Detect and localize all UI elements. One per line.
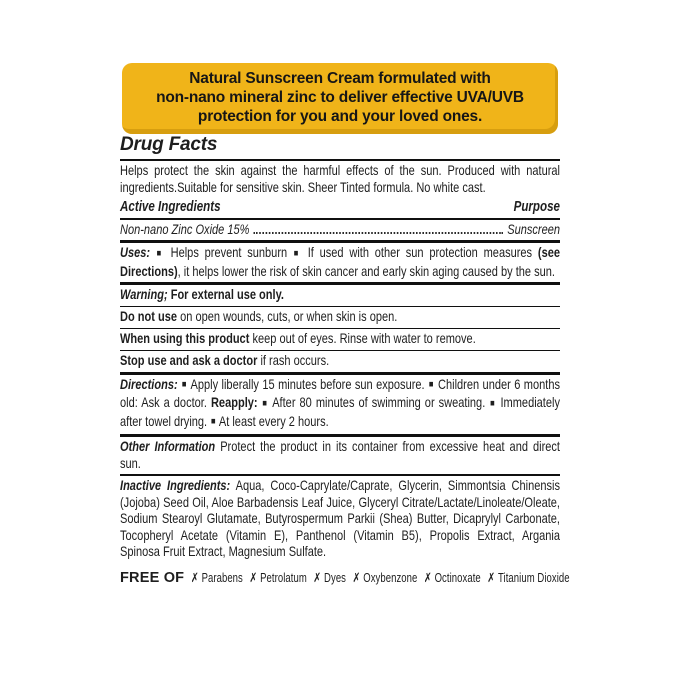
drug-facts-panel [120,132,560,561]
free-of-item: Parabens [201,569,243,585]
free-of-row [120,569,570,586]
directions-item-2: Children under 6 months old: Ask a doctor. [120,376,560,410]
directions-item-5: At least every 2 hours. [218,413,329,429]
active-ingredient-row [120,222,560,239]
banner-line-3: protection for you and your loved ones. [197,108,483,125]
bullet-icon: ■ [181,379,187,390]
directions-section [120,377,560,433]
free-of-item: Titanium Dioxide [498,569,570,585]
product-claim-banner [122,63,558,134]
ingredient-purpose: Sunscreen [507,221,560,237]
x-mark-icon: ✗ [352,569,361,585]
directions-label: Directions: [120,376,178,392]
uses-section [120,245,560,280]
x-mark-icon: ✗ [249,569,258,585]
bullet-icon: ■ [428,379,434,390]
bullet-icon: ■ [490,397,496,409]
drug-facts-sheet [120,132,570,586]
directions-item-3: After 80 minutes of swimming or sweating. [272,395,486,410]
ingredient-name: Non-nano Zinc Oxide 15% [120,221,250,237]
bullet-icon: ■ [211,416,216,427]
x-mark-icon: ✗ [423,569,432,585]
free-of-item: Petrolatum [260,569,307,585]
warning-text: For external use only. [170,287,284,302]
free-of-item: Oxybenzone [363,569,418,585]
when-using-text: keep out of eyes. Rinse with water to remove. [252,331,476,346]
divider-other-info [120,474,560,476]
divider-thick-3 [120,372,560,375]
divider-thin-1 [120,306,560,308]
uses-item-2-post: , it helps lower the risk of skin cancer and early skin aging caused by the sun. [177,263,555,279]
x-mark-icon: ✗ [313,569,322,585]
other-information-section [120,439,560,472]
when-using-row [120,331,560,348]
reapply-label: Reapply: [210,395,258,410]
bullet-icon: ■ [293,247,302,259]
uses-item-2-pre: If used with other sun protection measures [307,245,533,260]
inactive-ingredients-section [120,478,560,561]
uses-label: Uses: [120,245,151,260]
bullet-icon: ■ [156,247,164,259]
warning-row [120,287,560,304]
banner-line-1: Natural Sunscreen Cream formulated with [189,70,491,87]
free-of-item: Dyes [324,569,347,585]
x-mark-icon: ✗ [487,569,496,585]
purpose-label: Purpose [513,199,560,215]
stop-use-label: Stop use and ask a doctor [120,353,258,368]
divider-thick-1 [120,240,560,243]
drug-facts-title: Drug Facts [120,134,218,155]
banner-line-2: non-nano mineral zinc to deliver effective UVA/UVB [156,89,524,106]
divider-thin-2 [120,328,560,330]
free-of-label: FREE OF [120,569,185,586]
do-not-use-label: Do not use [120,309,178,324]
product-description [120,163,560,196]
see-directions-ref: (see Directions) [120,245,560,279]
directions-item-4: Immediately after towel drying. [120,395,560,429]
bullet-icon: ■ [262,397,268,409]
x-mark-icon: ✗ [190,569,199,585]
divider-thick-4 [120,434,560,437]
dot-leader [253,231,503,234]
divider-thick-2 [120,282,560,285]
stop-use-text: if rash occurs. [260,353,330,368]
when-using-label: When using this product [120,331,250,346]
description-text: Helps protect the skin against the harmful effects of the sun. Produced with natural ingredients.Suitable for sensitive skin. Sheer Tinted formula. No white cast. [120,163,560,195]
other-information-label: Other Information [120,439,216,454]
do-not-use-text: on open wounds, cuts, or when skin is open. [180,309,398,324]
divider-thin-3 [120,350,560,352]
free-of-item: Octinoxate [434,569,481,585]
active-ingredients-header [120,199,560,216]
active-ingredients-label: Active Ingredients [120,199,221,215]
stop-use-row [120,353,560,370]
inactive-ingredients-label: Inactive Ingredients: [120,478,231,493]
do-not-use-row [120,309,560,326]
divider-title [120,159,560,161]
inactive-ingredients-text: Aqua, Coco-Caprylate/Caprate, Glycerin, Simmontsia Chinensis (Jojoba) Seed Oil, Aloe Barbadensis Leaf Juice, Glyceryl Citrate/Lactate/Linoleate/Oleate, Sodium Stearoyl Glutamate, Butyrospermum Parkii (Shea) Butter, Dicaprylyl Carbonate, Tocopheryl Acetate (Vitamin E), Panthenol (Vitamin B5), Propolis Extract, Argania Spinosa Fruit Extract, Magnesium Sulfate. [120,478,561,559]
warning-label: Warning; [120,287,168,302]
directions-item-1: Apply liberally 15 minutes before sun exposure. [190,376,425,392]
other-information-text: Protect the product in its container from excessive heat and direct sun. [120,439,560,471]
divider-ai-header [120,218,560,220]
uses-item-1: Helps prevent sunburn [170,245,288,260]
